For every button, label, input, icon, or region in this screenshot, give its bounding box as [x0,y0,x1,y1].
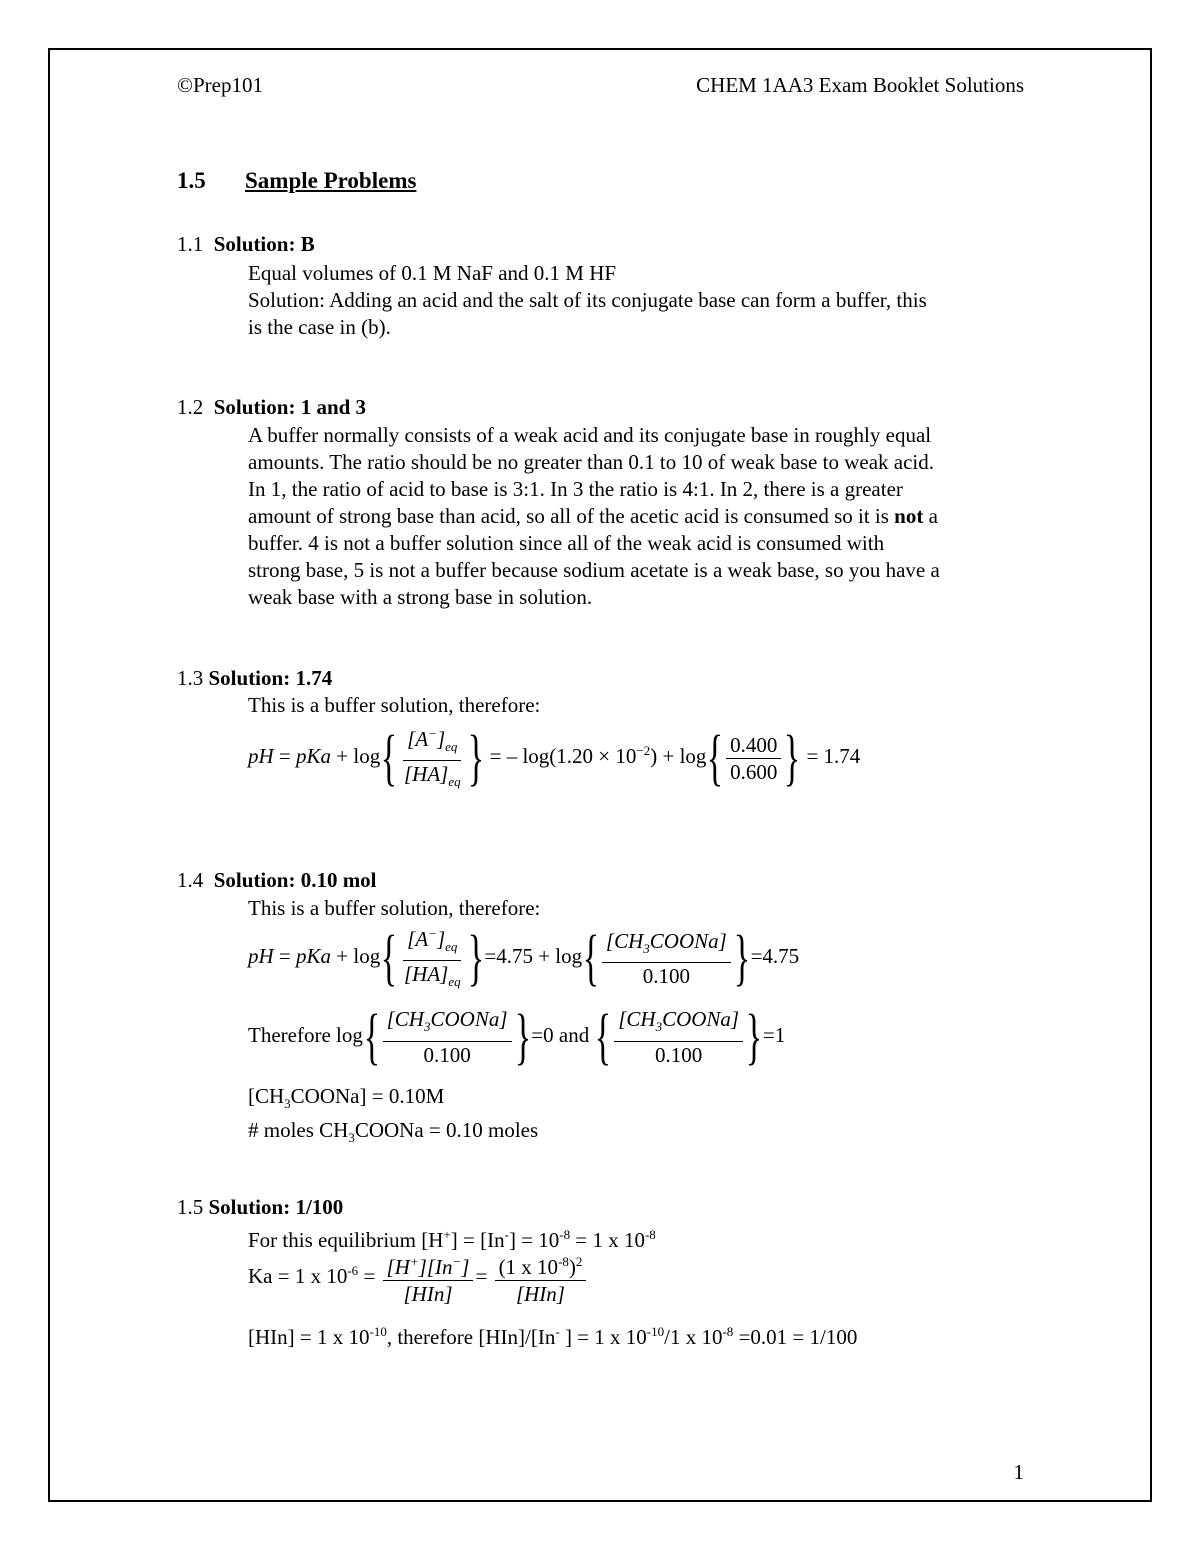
problem-answer: Solution: 1/100 [208,1195,344,1219]
denominator: [HIn] [403,1282,453,1306]
eq-text: [CH [618,1007,656,1032]
denominator [400,761,465,794]
denominator [400,961,465,994]
numerator: $[CH_3COONa]$ [602,929,731,963]
denominator: 0.100 [655,1042,703,1067]
problem-1-2-body [248,422,940,611]
problem-1-4-lines [248,1083,538,1151]
right-brace: } [514,1003,531,1071]
eq-text: COONa] [430,1007,508,1032]
eq-text: [A [407,927,429,951]
eq-text: For this equilibrium [H [248,1228,444,1252]
fraction [495,1250,587,1306]
header-left: ©Prep101 [177,73,263,97]
left-brace: { [595,1003,612,1071]
eq-text: (1 x 10 [498,1255,559,1279]
problem-number: 1.5 [177,1195,204,1219]
problem-1-4-equation-2 [248,1003,786,1071]
denominator: 0.600 [730,759,778,784]
eq-text: COONa] [649,928,727,953]
body-line [248,503,940,530]
problem-1-4-equation-1: pH = pKa + log{ $\frac{[A^-]_{eq}}{[HA]_{eq}}$ }=4.75 + log{ $\frac{[CH_3COONa]}{0.100}$ }=4.75 [248,922,799,994]
problem-1-3-intro: This is a buffer solution, therefore: [248,693,541,717]
eq-text: = [358,1263,381,1288]
problem-number: 1.2 [177,395,204,419]
eq-sub: eq [448,774,461,790]
problem-1-1-heading [177,232,315,257]
right-brace: } [733,924,750,993]
eq-text: COONa] = 0.10M [290,1084,445,1108]
problem-answer: Solution: 1.74 [208,666,333,690]
denominator: 0.100 [642,963,690,988]
eq-text: [HA] [403,762,449,787]
eq-text: , therefore [HIn]/[In [386,1325,556,1349]
eq-text: =0 and [531,1022,595,1047]
eq-text: ) + log [650,744,707,768]
fraction [383,1007,512,1066]
eq-result: = 1.74 [806,744,861,768]
eq-text: =4.75 + log [484,944,583,968]
body-line: Solution: Adding an acid and the salt of its conjugate base can form a buffer, this [248,288,927,312]
eq-text: [H [386,1255,410,1279]
right-brace: } [784,724,801,793]
eq-sub: eq [445,739,458,755]
eq-term: pH [248,944,274,968]
eq-text: ] [461,1255,470,1279]
problem-1-5-heading [177,1195,343,1220]
body-line: weak base with a strong base in solution. [248,585,593,609]
eq-sub: eq [448,974,461,990]
problem-answer: Solution: B [213,232,315,256]
eq-text: [HA] [403,962,449,987]
problem-1-4-heading [177,868,377,893]
eq-text: ] = [In [450,1228,505,1252]
left-brace: { [380,724,398,793]
problem-1-4-intro: This is a buffer solution, therefore: [248,896,541,920]
eq-sup: −2 [636,743,651,758]
body-line-text: a [923,504,938,528]
problem-1-3-equation: pH = pKa + log{ $\frac{[A^-]_{eq}}{[HA]_{eq}}$ } = – $\log(1.20 \times 10^{-2}) + \log${ $\frac{0.400}{0.600}$ } = 1.74 [248,722,860,794]
eq-sub: eq [445,939,458,955]
eq-text: [CH [248,1084,285,1108]
problem-number: 1.3 [177,666,204,690]
fraction [614,1007,743,1066]
right-brace: } [467,724,484,793]
eq-text: # moles CH [248,1118,349,1143]
problem-answer: Solution: 0.10 mol [213,868,377,892]
problem-1-3-heading [177,666,332,691]
body-line: $[CH_3COONa] = 0.10M$ [248,1084,445,1112]
numerator: 0.400 [726,733,781,759]
left-brace: { [582,924,600,993]
denominator: [HIn] [515,1282,565,1306]
eq-text: [HIn] = 1 x 10 [248,1325,370,1349]
section-title-text: Sample Problems [245,168,417,193]
problem-1-5-line-2: Ka = 1 x $10^{-6}$ = $\frac{[H^+][In^-]}{\text{[HIn]}}$ = $\frac{(1 x 10^{-8})^2}{\text{[HIn]}}$ [248,1250,588,1306]
eq-text: ] = 10 [508,1228,560,1252]
numerator: $[CH_3COONa]$ [614,1007,743,1041]
eq-text: COONa = 0.10 moles [354,1118,539,1143]
numerator: $[CH_3COONa]$ [383,1007,512,1041]
body-line: strong base, 5 is not a buffer because sodium acetate is a weak base, so you have a [248,558,940,582]
eq-sup: -6 [347,1262,359,1278]
eq-term: log [353,744,381,768]
problem-1-5-line-3: [HIn] = 1 x $10^{-10}$, therefore [HIn]/[In- ] = 1 x $10^{-10}/1$ x $10^{-8} =0.01 = 1/100$ [248,1324,858,1349]
right-brace: } [467,924,484,993]
eq-text: [CH [605,928,644,953]
eq-text: ][In [418,1255,453,1279]
eq-result: =1 [762,1022,786,1047]
numerator: (1 x $10^{-8})^2$ [495,1250,587,1281]
numerator: $[A^-]_{eq}$ [403,722,461,761]
right-brace: } [745,1003,763,1071]
body-line: In 1, the ratio of acid to base is 3:1. In 3 the ratio is 4:1. In 2, there is a greater [248,477,903,501]
eq-text: /1 x 10 [664,1325,723,1349]
body-line: is the case in (b). [248,315,391,339]
problem-answer: Solution: 1 and 3 [213,395,367,419]
problem-1-2-heading [177,395,366,420]
fraction [400,922,465,994]
page-number: 1 [1013,1460,1024,1484]
eq-result: =4.75 [750,944,800,968]
denominator: 0.100 [423,1042,471,1067]
body-line: buffer. 4 is not a buffer solution since all of the weak acid is consumed with [248,531,885,555]
eq-text: = – log(1.20 × 10 [489,744,637,768]
section-number: 1.5 [177,168,206,193]
fraction [400,722,465,794]
eq-text: [A [407,727,429,751]
left-brace: { [363,1003,380,1071]
eq-text: = 1 x 10 [570,1228,645,1252]
problem-number: 1.4 [177,868,204,892]
left-brace: { [707,724,724,793]
eq-text: =0.01 = 1/100 [733,1325,858,1349]
body-line: amounts. The ratio should be no greater than 0.1 to 10 of weak base to weak acid. [248,450,934,474]
eq-term: pH [248,744,274,768]
header-right: CHEM 1AA3 Exam Booklet Solutions [696,73,1024,97]
fraction [602,929,731,988]
eq-term: log [353,944,381,968]
numerator: $[A^-]_{eq}$ [403,922,461,961]
body-line-text: amount of strong base than acid, so all of the acetic acid is consumed so it is [248,504,895,528]
body-line: Equal volumes of 0.1 M NaF and 0.1 M HF [248,261,617,285]
eq-text: [CH [386,1007,424,1032]
problem-1-1-body [248,260,927,341]
fraction [383,1250,474,1306]
eq-text: Ka = 1 x 10 [248,1263,348,1288]
problem-number: 1.1 [177,232,204,256]
section-title [177,168,416,194]
numerator: [H+][In−] [383,1250,474,1281]
bold-word: not [894,504,924,528]
problem-1-5-line-1: For this equilibrium $[H^+] = [In^-] = 10^{-8} = 1$ x $10^{-8}$ [248,1227,656,1252]
left-brace: { [380,924,398,993]
body-line: A buffer normally consists of a weak acid and its conjugate base in roughly equal [248,423,932,447]
eq-term: pKa [296,944,332,968]
eq-text: COONa] [662,1007,740,1032]
fraction [726,733,781,784]
body-line: # moles $CH_3COONa = 0.10$ moles [248,1118,539,1146]
eq-text: ] = 1 x 10 [559,1325,647,1349]
eq-text: Therefore log [248,1022,363,1047]
eq-text: ) [568,1255,576,1279]
eq-term: pKa [296,744,332,768]
